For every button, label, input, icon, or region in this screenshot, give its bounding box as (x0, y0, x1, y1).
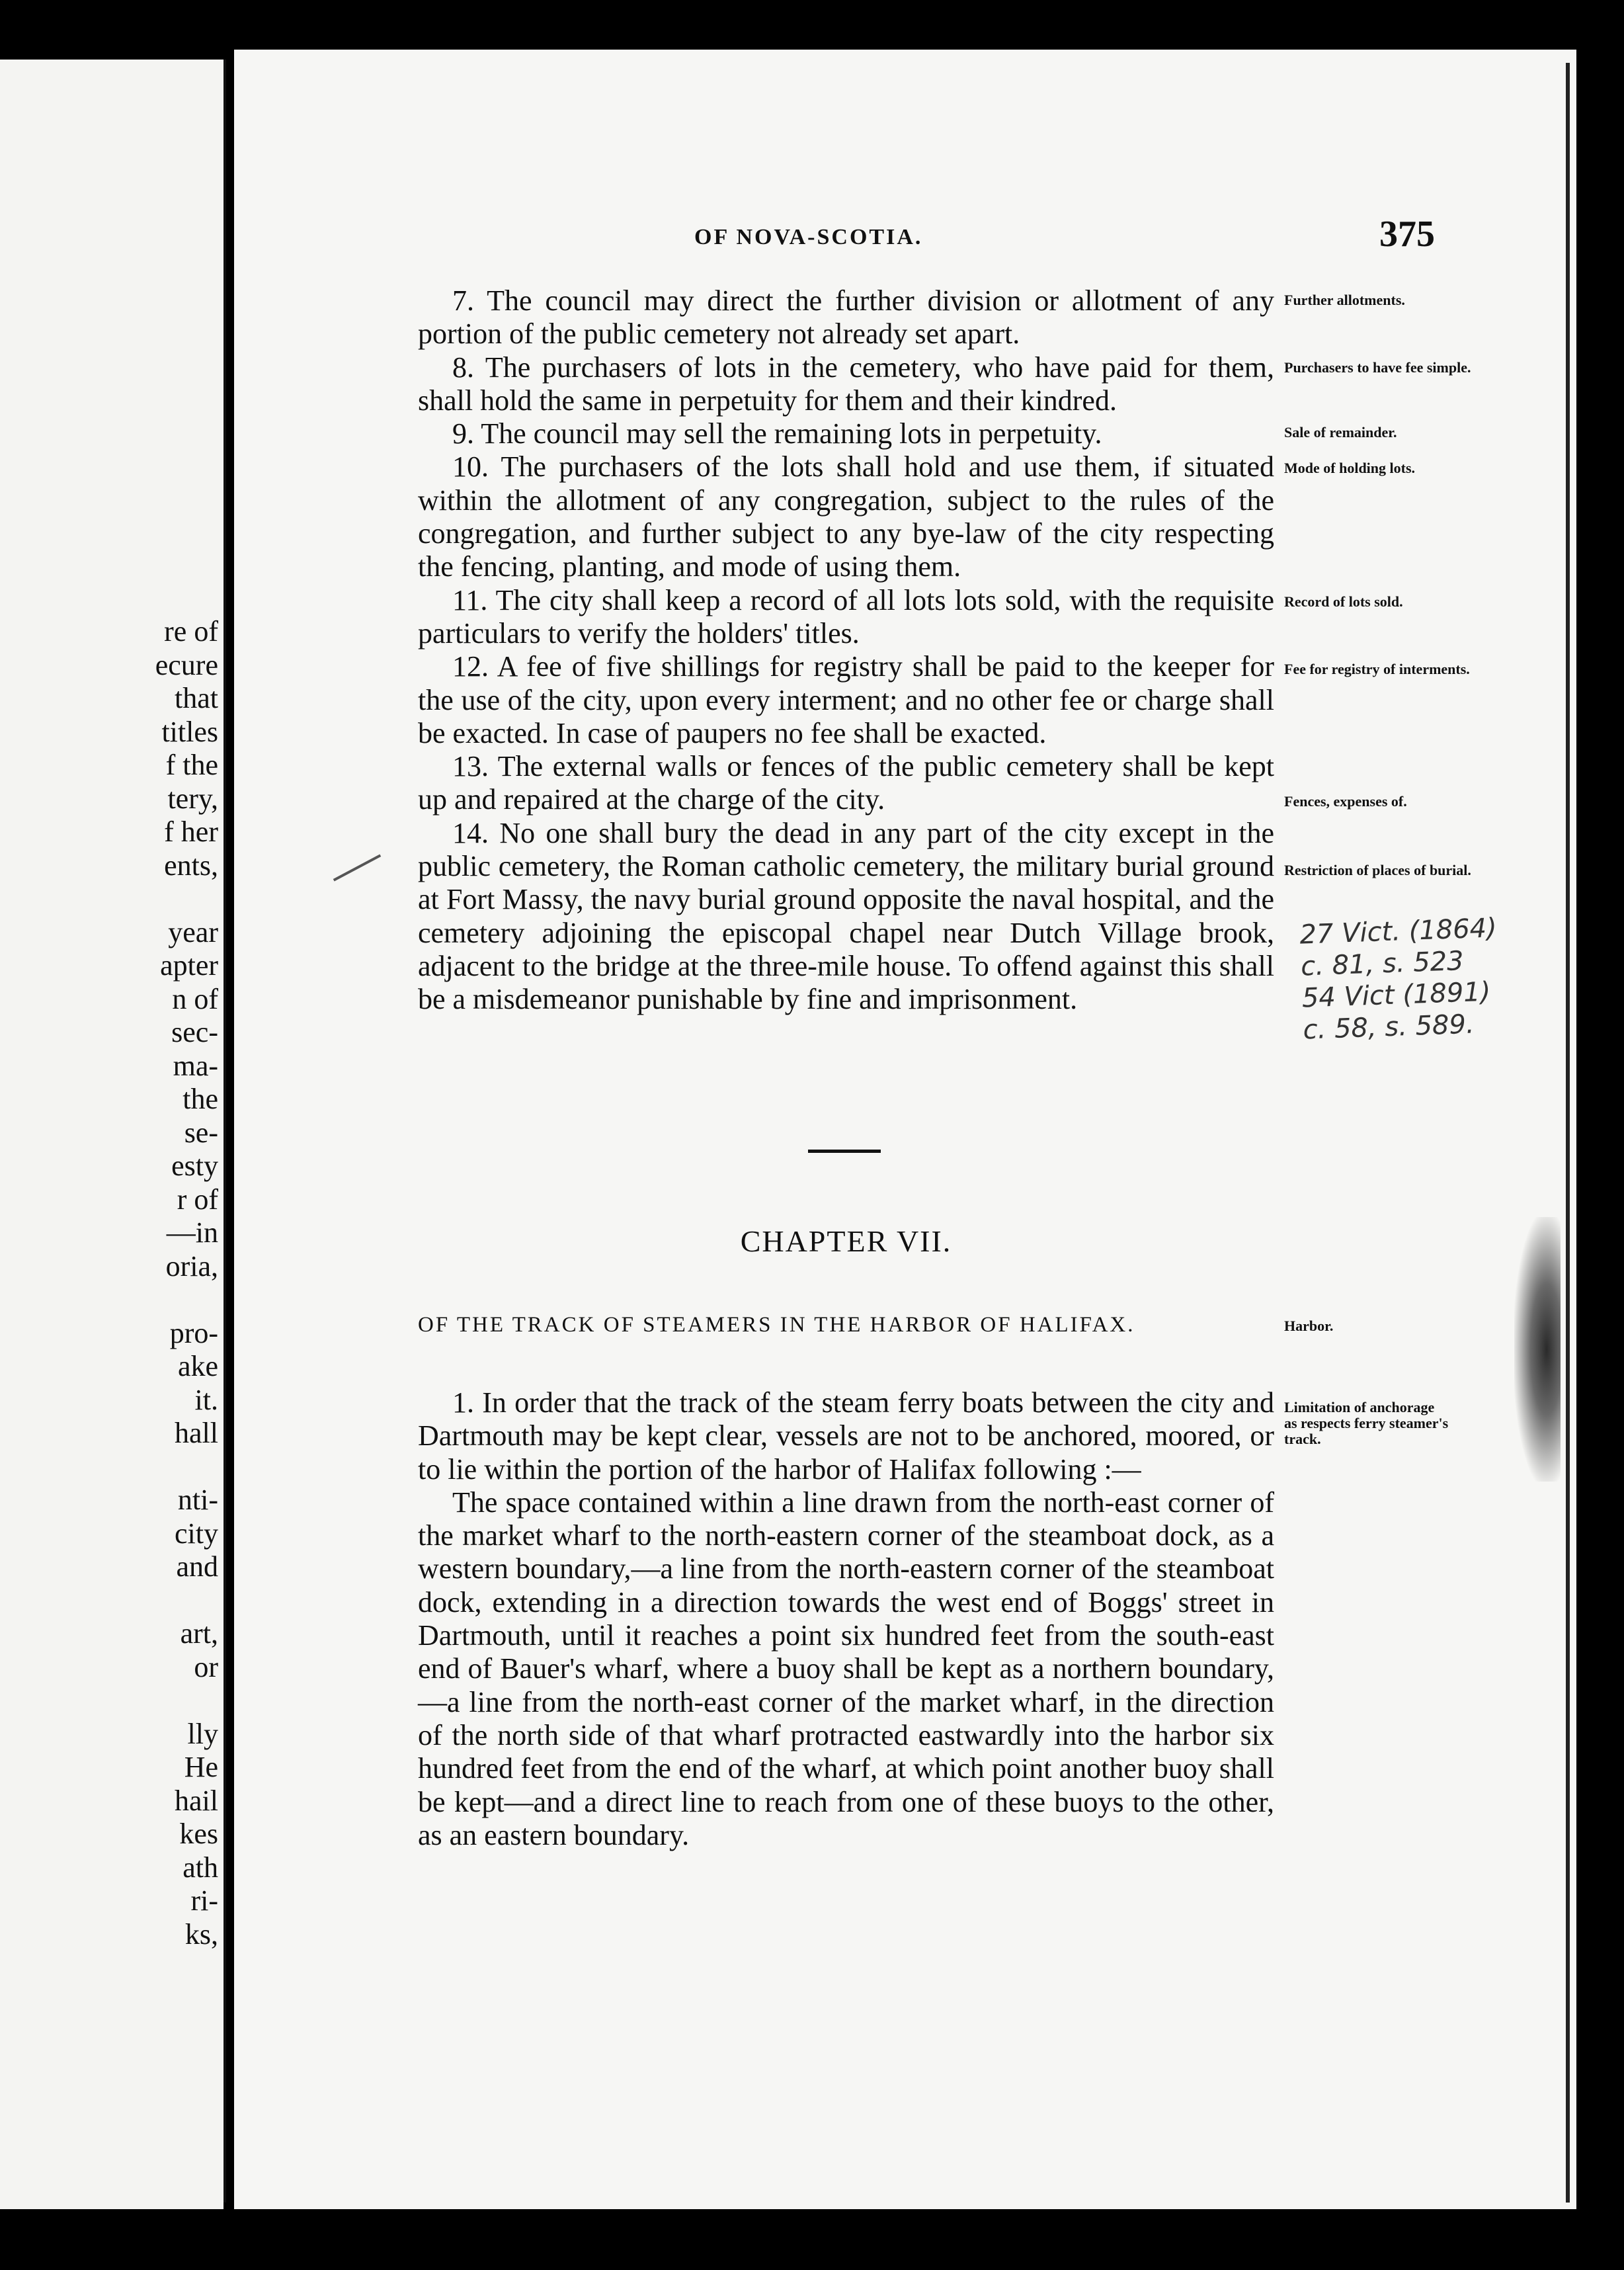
fragment-line: ecure (155, 648, 218, 681)
page-number: 375 (1379, 214, 1435, 255)
section-9: 9. The council may sell the remaining lots in perpetuity. (452, 417, 1102, 450)
section-14: 14. No one shall bury the dead in any part of the city except in the public cemetery, the Roman catholic cemetery, the military burial ground at Fort Massy, the navy burial ground opposite the naval hospital, and the cemetery adjoining the episcopal chapel near Dutch Village brook, adjacent to the bridge at the three-mile house. To offend against this shall be a misdemeanor punishable by fine and imprisonment. (418, 816, 1274, 1016)
fragment-line: f her (164, 816, 218, 848)
chapter-body (418, 1386, 1274, 1852)
handwritten-line: c. 81, s. 523 (1300, 946, 1465, 982)
fragment-line: He (184, 1751, 218, 1783)
fragment-line: hall (175, 1417, 218, 1449)
page-header (417, 213, 1435, 266)
fragment-line: tery, (167, 782, 218, 815)
fragment-line: oria, (165, 1249, 218, 1282)
fragment-line (0, 1684, 222, 1718)
fragment-line: esty (171, 1150, 218, 1182)
fragment-line: nti- (177, 1484, 218, 1516)
margin-note: Further allotments. (1284, 292, 1405, 308)
fragment-line: year (168, 915, 218, 948)
fragment-line (0, 882, 222, 916)
fragment-line: ake (177, 1350, 218, 1382)
margin-note: Restriction of places of burial. (1284, 862, 1471, 878)
handwritten-annotation (1299, 911, 1516, 1046)
fragment-line: ks, (184, 1917, 218, 1951)
section-7: 7. The council may direct the further division or allotment of any portion of the public cemetery not already set apart. (418, 284, 1274, 351)
fragment-line: r of (177, 1183, 218, 1216)
margin-note: Fee for registry of interments. (1284, 661, 1470, 677)
running-head: OF NOVA-SCOTIA. (694, 225, 923, 249)
statute-sections (418, 284, 1274, 1017)
chapter-heading: OF THE TRACK OF STEAMERS IN THE HARBOR OF HALIFAX. (418, 1313, 1135, 1337)
fragment-line: re of (164, 615, 218, 648)
fragment-line: hail (175, 1784, 218, 1817)
left-page (0, 60, 223, 2209)
fragment-line: it. (194, 1383, 218, 1416)
section-10: 10. The purchasers of the lots shall hold and use them, if situated within the allotment of any congregation, subject to the rules of the congregation, and further subject to any bye-law of the city respecting the fencing, planting, and mode of using them. (418, 450, 1274, 583)
fragment-line: se- (184, 1116, 218, 1149)
fragment-line (0, 1283, 222, 1317)
fragment-line: titles (161, 715, 218, 748)
fragment-line: sec- (171, 1016, 218, 1048)
section-11: 11. The city shall keep a record of all lots lots sold, with the requisite particulars to verify the holders' titles. (418, 583, 1274, 650)
fragment-line: ents, (164, 849, 218, 882)
fragment-line: ma- (173, 1049, 218, 1082)
margin-note: Sale of remainder. (1284, 424, 1397, 441)
section-8: 8. The purchasers of lots in the cemetery, who have paid for them, shall hold the same in perpetuity for them and their kindred. (418, 351, 1274, 417)
page-gutter (223, 60, 226, 2203)
margin-note: Limitation of anchorage as respects ferry steamer's track. (1284, 1399, 1449, 1447)
fragment-line: city (175, 1517, 218, 1550)
fragment-line: the (183, 1083, 218, 1115)
margin-note: Mode of holding lots. (1284, 460, 1416, 476)
fragment-line: ath (183, 1851, 218, 1884)
chapter-paragraph: 1. In order that the track of the steam ferry boats between the city and Dartmouth may be kept clear, vessels are not to be anchored, moored, or to lie within the portion of the harbor of Halifax following :— (418, 1386, 1274, 1486)
fragment-line: apter (160, 949, 218, 982)
page-edge-shadow (1566, 63, 1570, 2203)
fragment-line: that (175, 682, 218, 714)
margin-note: Harbor. (1284, 1318, 1334, 1334)
fragment-line (0, 1450, 222, 1484)
section-13: 13. The external walls or fences of the public cemetery shall be kept up and repaired at the charge of the city. (418, 750, 1274, 816)
section-12: 12. A fee of five shillings for registry shall be paid to the keeper for the use of the city, upon every interment; and no other fee or charge shall be exacted. In case of paupers no fee shall be exacted. (418, 650, 1274, 749)
chapter-title: CHAPTER VII. (740, 1224, 952, 1258)
left-page-text-fragments (0, 615, 222, 1951)
margin-note: Fences, expenses of. (1284, 793, 1407, 810)
fragment-line: ri- (190, 1884, 218, 1917)
fragment-line: and (176, 1550, 218, 1583)
fragment-line: —in (166, 1216, 218, 1249)
section-divider-rule (808, 1150, 881, 1153)
margin-note: Record of lots sold. (1284, 593, 1403, 610)
chapter-paragraph: The space contained within a line drawn from the north-east corner of the market wharf to the north-eastern corner of the steamboat dock, as a western boundary,—a line from the north-eastern corner of the steamboat dock, extending in a direction towards the west end of Boggs' street in Dartmouth, until it reaches a point six hundred feet from the south-east end of Bauer's wharf, where a buoy shall be kept as a northern boundary,—a line from the north-east corner of the market wharf, in the direction of the north side of that wharf protracted eastwardly into the harbor six hundred feet from the end of the wharf, at which point another buoy shall be kept—and a direct line to reach from one of these buoys to the other, as an eastern boundary. (418, 1486, 1274, 1851)
fragment-line: pro- (169, 1316, 218, 1349)
fragment-line: or (194, 1650, 218, 1683)
handwritten-line: c. 58, s. 589. (1302, 1009, 1475, 1046)
fragment-line (0, 1584, 222, 1618)
fragment-line: art, (180, 1617, 218, 1650)
fragment-line: n of (172, 982, 218, 1015)
handwritten-line: 54 Vict (1891) (1301, 976, 1492, 1014)
page-curl-shadow (1514, 1217, 1561, 1482)
margin-note: Purchasers to have fee simple. (1284, 359, 1471, 376)
handwritten-line: 27 Vict. (1864) (1299, 913, 1498, 950)
fragment-line: kes (179, 1818, 218, 1850)
fragment-line: lly (187, 1717, 218, 1750)
fragment-line: f the (165, 749, 218, 781)
